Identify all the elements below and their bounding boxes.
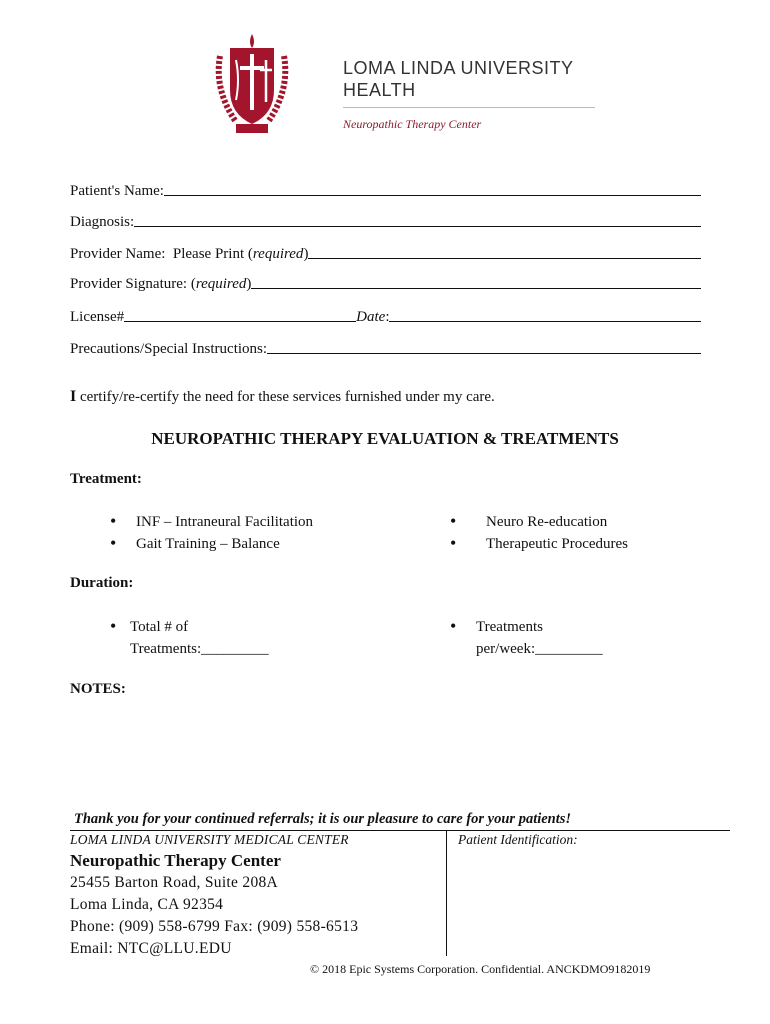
treatment-gait: Gait Training – Balance [136,536,280,552]
date-field[interactable] [389,305,701,322]
provider-signature-close: ) [246,276,252,292]
diagnosis-row [70,209,701,231]
bullet-icon: • [110,533,117,553]
center-subtitle: Neuropathic Therapy Center [343,117,482,131]
llu-seal-logo [206,30,298,138]
certify-text: certify/re-certify the need for these services furnished under my care. [76,389,495,405]
llumc-name: LOMA LINDA UNIVERSITY MEDICAL CENTER [70,832,349,847]
list-item [450,511,628,533]
list-item [110,533,313,555]
duration-total-line1: Total # of [130,619,189,635]
bullet-icon: • [450,616,457,636]
form-title: NEUROPATHIC THERAPY EVALUATION & TREATMENTS [151,429,619,448]
duration-label: Duration: [70,575,134,591]
logo-divider [343,107,595,108]
provider-signature-label: Provider Signature: ( [70,276,196,292]
footer-column-divider [446,831,447,956]
footer-divider [70,830,730,831]
precautions-field[interactable] [267,337,701,354]
provider-signature-required: required [195,276,247,292]
patient-identification-label: Patient Identification: [458,832,578,847]
provider-name-field[interactable] [308,242,701,259]
bullet-icon: • [450,533,457,553]
org-name-line1: LOMA LINDA UNIVERSITY [343,58,574,78]
provider-name-close: ) [303,246,309,262]
certify-initial: I [70,388,77,405]
precautions-row [70,336,701,358]
phone-fax: Phone: (909) 558-6799 Fax: (909) 558-6513 [70,918,359,935]
patient-name-row [70,178,701,200]
provider-signature-row [70,271,701,293]
license-date-row [70,304,701,326]
treatment-right-list [450,511,628,555]
patient-name-label: Patient's Name: [70,183,164,199]
provider-name-label: Provider Name: Please Print ( [70,246,253,262]
treatment-neuro: Neuro Re-education [486,514,608,530]
date-colon: : [385,309,390,325]
address-line1: 25455 Barton Road, Suite 208A [70,874,279,891]
duration-total [110,616,269,660]
bullet-icon: • [110,511,117,531]
patient-name-field[interactable] [164,179,701,196]
provider-signature-field[interactable] [251,272,701,289]
copyright: © 2018 Epic Systems Corporation. Confidential. ANCKDMO9182019 [310,962,651,976]
duration-perweek-line2[interactable]: per/week:_________ [476,641,603,657]
org-name-line2: HEALTH [343,80,416,100]
treatment-therapeutic: Therapeutic Procedures [486,536,629,552]
email: Email: NTC@LLU.EDU [70,940,232,957]
precautions-label: Precautions/Special Instructions: [70,341,268,357]
notes-label: NOTES: [70,681,126,697]
treatment-label: Treatment: [70,471,142,487]
provider-name-row [70,241,701,263]
center-name: Neuropathic Therapy Center [70,851,281,870]
list-item [450,533,628,555]
list-item [110,511,313,533]
provider-name-required: required [252,246,304,262]
license-label: License# [70,309,125,325]
address-line2: Loma Linda, CA 92354 [70,896,224,913]
treatment-left-list [110,511,313,555]
thanks-message: Thank you for your continued referrals; it is our pleasure to care for your patients! [74,811,572,827]
diagnosis-field[interactable] [134,210,701,227]
treatment-inf: INF – Intraneural Facilitation [136,514,314,530]
duration-perweek-line1: Treatments [476,619,543,635]
org-name [343,57,574,101]
duration-total-line2[interactable]: Treatments:_________ [130,641,269,657]
bullet-icon: • [110,616,117,636]
certify-statement [70,388,495,406]
bullet-icon: • [450,511,457,531]
duration-perweek [450,616,603,660]
date-label: Date [356,309,386,325]
diagnosis-label: Diagnosis: [70,214,135,230]
license-field[interactable] [124,305,356,322]
